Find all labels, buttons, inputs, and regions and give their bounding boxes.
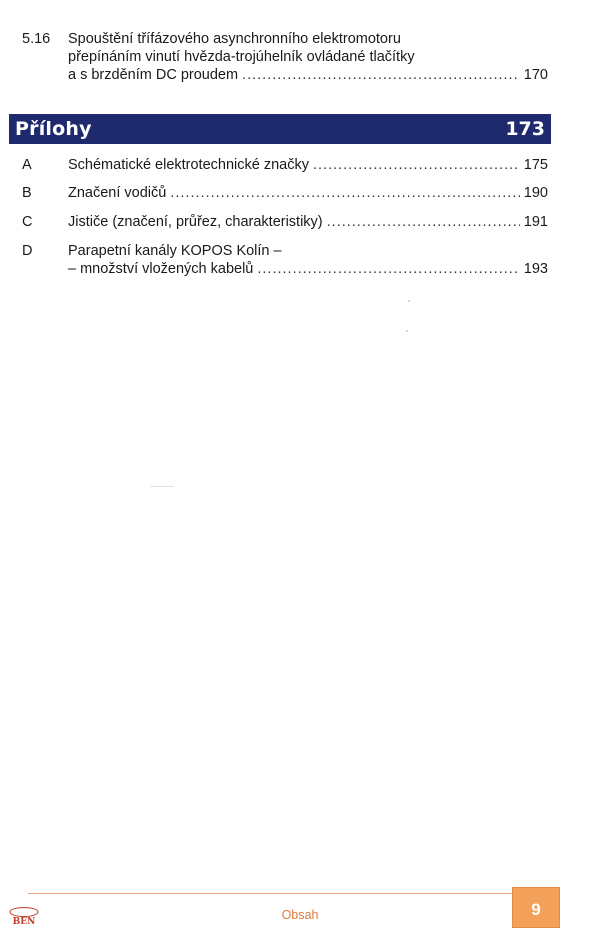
dot-leader: [170, 184, 519, 202]
footer-rule: [28, 893, 512, 894]
scan-speck: [408, 300, 410, 302]
toc-entry-page: 193: [523, 261, 548, 277]
toc-entry-title-end: – množství vložených kabelů: [68, 261, 254, 277]
toc-entry-line: Parapetní kanály KOPOS Kolín –: [68, 243, 282, 259]
scan-speck: [150, 486, 174, 487]
toc-entry-letter: B: [22, 185, 32, 201]
toc-entry-page: 191: [523, 214, 548, 230]
toc-entry-number: 5.16: [22, 31, 51, 47]
page-number: 9: [531, 900, 541, 919]
logo-text: BEN: [12, 917, 36, 927]
section-page-number: 173: [505, 118, 545, 140]
toc-entry-page: 190: [523, 185, 548, 201]
toc-entry-title: Jističe (značení, průřez, charakteristiky): [68, 214, 323, 230]
toc-entry-appendix-b[interactable]: [22, 184, 548, 202]
dot-leader: [257, 260, 519, 278]
toc-entry-letter: D: [22, 243, 33, 259]
scan-speck: [406, 330, 408, 332]
toc-entry-title: Značení vodičů: [68, 185, 167, 201]
toc-entry-appendix-c[interactable]: [22, 213, 548, 231]
toc-entry-title-end: a s brzděním DC proudem: [68, 67, 239, 83]
section-title: Přílohy: [15, 118, 92, 140]
section-header-prilohy[interactable]: [9, 114, 551, 144]
toc-entry-letter: A: [22, 157, 32, 173]
dot-leader: [242, 66, 520, 84]
footer-section-label: Obsah: [281, 908, 319, 922]
toc-entry-appendix-a[interactable]: [22, 156, 548, 174]
toc-entry-5-16[interactable]: [22, 30, 548, 84]
toc-entry-title: Schématické elektrotechnické značky: [68, 157, 309, 173]
toc-entry-letter: C: [22, 214, 33, 230]
page-number-box: [512, 887, 560, 928]
toc-entry-page: 170: [523, 67, 548, 83]
toc-entry-line: přepínáním vinutí hvězda-trojúhelník ovládané tlačítky: [68, 49, 415, 65]
toc-entry-appendix-d[interactable]: [22, 242, 548, 278]
dot-leader: [313, 156, 520, 174]
toc-entry-line: Spouštění třífázového asynchronního elektromotoru: [68, 31, 401, 47]
toc-entry-page: 175: [523, 157, 548, 173]
dot-leader: [327, 213, 520, 231]
